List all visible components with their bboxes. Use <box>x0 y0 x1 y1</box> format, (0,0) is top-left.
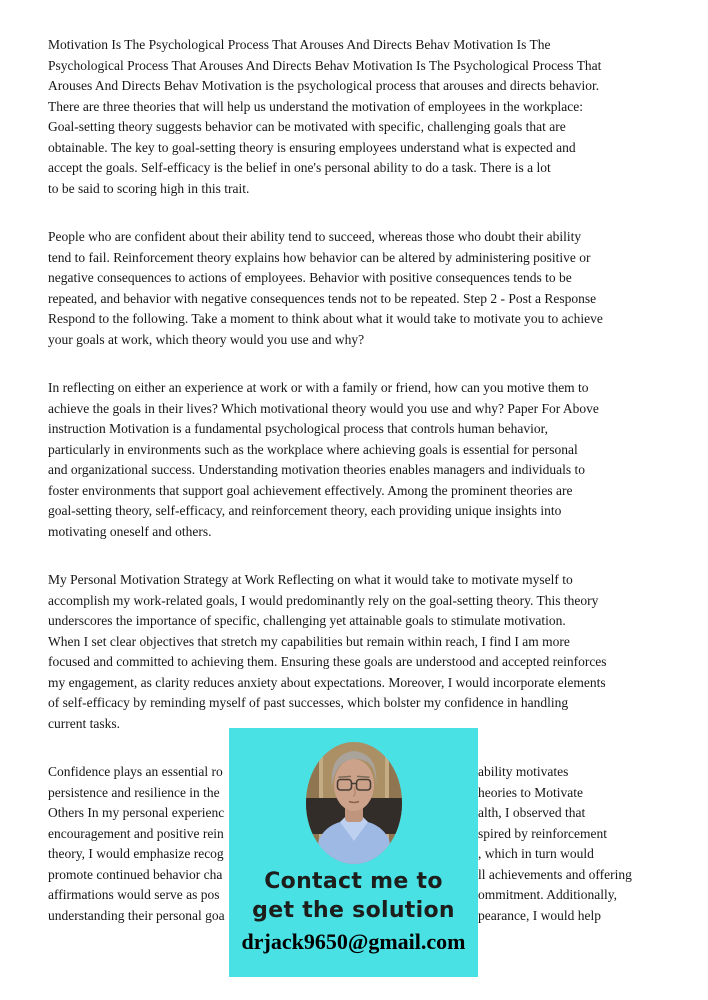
promo-email-address: drjack9650@gmail.com <box>241 929 466 954</box>
text-fragment-left: understanding their personal goa <box>48 907 225 923</box>
text-fragment-left: affirmations would serve as pos <box>48 887 220 902</box>
text-line: my engagement, as clarity reduces anxiety about expectations. Moreover, I would incorporate elements <box>48 674 606 690</box>
text-line: your goals at work, which theory would you use and why? <box>48 331 365 347</box>
portrait-photo <box>306 742 402 864</box>
text-line: Psychological Process That Arouses And Directs Behav Motivation Is The Psychological Process That <box>48 57 602 73</box>
text-line: Respond to the following. Take a moment to think about what it would take to motivate you to achieve <box>48 311 603 326</box>
text-line: In reflecting on either an experience at work or with a family or friend, how can you motive them to <box>48 380 589 395</box>
paragraph <box>48 227 664 350</box>
text-fragment-left: theory, I would emphasize recog <box>48 846 224 861</box>
text-fragment-right: , which in turn would <box>478 846 594 861</box>
text-line: foster environments that support goal achievement effectively. Among the prominent theories are <box>48 482 573 498</box>
text-line: Goal-setting theory suggests behavior can be motivated with specific, challenging goals that are <box>48 119 566 134</box>
text-line: tend to fail. Reinforcement theory explains how behavior can be altered by administering positive or <box>48 249 591 265</box>
text-fragment-right: ommitment. Additionally, <box>478 887 617 902</box>
text-line: particularly in environments such as the workplace where achieving goals is essential for personal <box>48 441 578 457</box>
text-line: goal-setting theory, self-efficacy, and reinforcement theory, each providing unique insights into <box>48 503 562 518</box>
paragraph <box>48 378 664 542</box>
text-line: underscores the importance of specific, challenging yet attainable goals to stimulate motivation. <box>48 613 566 628</box>
text-line: and organizational success. Understanding motivation theories enables managers and individuals to <box>48 462 585 477</box>
promo-heading-line2: get the solution <box>252 898 455 923</box>
text-fragment-right: ll achievements and offering <box>478 866 632 882</box>
text-line: current tasks. <box>48 715 120 731</box>
text-fragment-right: ability motivates <box>478 764 569 779</box>
text-line: to be said to scoring high in this trait. <box>48 180 250 196</box>
text-fragment-left: persistence and resilience in the <box>48 784 220 800</box>
text-fragment-right: spired by reinforcement <box>478 825 607 841</box>
text-line: Arouses And Directs Behav Motivation is the psychological process that arouses and directs behavior. <box>48 78 600 93</box>
promo-overlay <box>229 728 478 977</box>
text-fragment-left: Others In my personal experienc <box>48 805 225 820</box>
text-fragment-left: Confidence plays an essential ro <box>48 764 223 779</box>
promo-heading-line1: Contact me to <box>264 869 443 894</box>
text-line: obtainable. The key to goal-setting theory is ensuring employees understand what is expected and <box>48 139 576 155</box>
text-line: My Personal Motivation Strategy at Work Reflecting on what it would take to motivate myself to <box>48 572 573 587</box>
text-line: focused and committed to achieving them. Ensuring these goals are understood and accepted reinforces <box>48 654 607 669</box>
text-line: accept the goals. Self-efficacy is the belief in one's personal ability to do a task. There is a lot <box>48 160 551 175</box>
text-fragment-right: alth, I observed that <box>478 805 586 820</box>
text-line: motivating oneself and others. <box>48 523 212 539</box>
text-line: achieve the goals in their lives? Which motivational theory would you use and why? Paper For Above <box>48 400 599 416</box>
text-line: Motivation Is The Psychological Process That Arouses And Directs Behav Motivation Is The <box>48 37 551 52</box>
text-line: accomplish my work-related goals, I would predominantly rely on the goal-setting theory. This theory <box>48 592 599 608</box>
text-fragment-right: pearance, I would help <box>478 907 601 923</box>
paragraph <box>48 35 664 199</box>
text-fragment-right: heories to Motivate <box>478 784 583 800</box>
text-line: People who are confident about their ability tend to succeed, whereas those who doubt their ability <box>48 229 582 244</box>
text-line: repeated, and behavior with negative consequences tends not to be repeated. Step 2 - Post a Response <box>48 290 597 306</box>
text-line: instruction Motivation is a fundamental psychological process that controls human behavior, <box>48 421 548 436</box>
text-fragment-left: encouragement and positive rein <box>48 825 224 841</box>
text-line: There are three theories that will help us understand the motivation of employees in the workplace: <box>48 98 583 114</box>
paragraph <box>48 570 664 734</box>
text-fragment-left: promote continued behavior cha <box>48 866 223 882</box>
text-line: When I set clear objectives that stretch my capabilities but remain within reach, I find I am more <box>48 633 570 649</box>
promo-heading <box>229 867 478 925</box>
text-line: of self-efficacy by reminding myself of past successes, which bolster my confidence in handling <box>48 695 569 710</box>
text-line: negative consequences to actions of employees. Behavior with positive consequences tends to be <box>48 270 572 285</box>
